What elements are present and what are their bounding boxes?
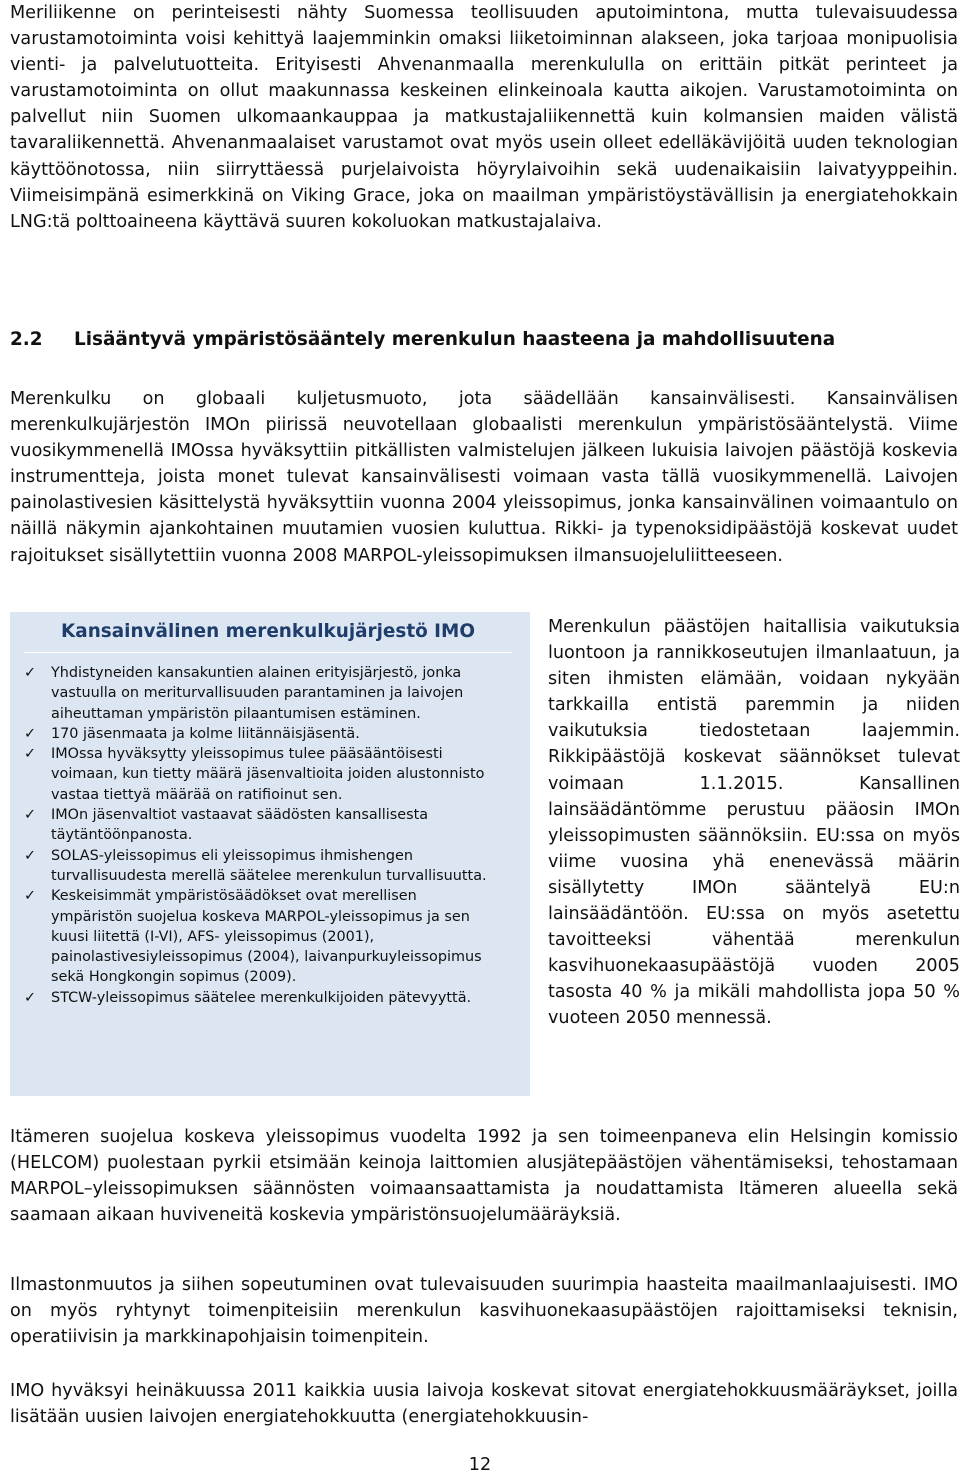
helcom-paragraph: Itämeren suojelua koskeva yleissopimus vuodelta 1992 ja sen toimeenpaneva elin Helsingin komissio (HELCOM) puolestaan pyrkii etsimään keinoja laittomien alusjätepäästöjen vähentämiseksi, tehostamaan MARPOL–yleissopimuksen säännösten voimaansaattamista ja noudattamista Itämeren alueella sekä saamaan aikaan huviveneitä koskevia ympäristönsuojelumääräyksiä.	[10, 1127, 958, 1226]
list-item: ✓ SOLAS-yleissopimus eli yleissopimus ihmishengen turvallisuudesta merellä säätelee merenkulun turvallisuutta.	[24, 847, 487, 884]
imo-info-box	[10, 612, 530, 1096]
list-item: ✓ 170 jäsenmaata ja kolme liitännäisjäsentä.	[24, 724, 512, 744]
checkmark-icon: ✓	[24, 847, 37, 864]
page-number: 12	[468, 1455, 492, 1475]
energy-efficiency-paragraph: IMO hyväksyi heinäkuussa 2011 kaikkia uusia laivoja koskevat sitovat energiatehokkuusmääräykset, joilla lisätään uusien laivojen energiatehokkuutta (energiatehokkuusin-	[10, 1381, 958, 1428]
regulation-paragraph: Merenkulku on globaali kuljetusmuoto, jota säädellään kansainvälisesti. Kansainvälisen merenkulkujärjestön IMOn piirissä neuvotellaan globaalisti merenkulun ympäristösääntelystä. Viime vuosikymmenellä IMOssa hyväksyttiin pitkällisten valmistelujen jälkeen lukuisia laivojen päästöjä koskevia instrumentteja, joista monet tulevat kansainvälisesti voimaan vasta tällä vuosikymmenellä. Laivojen painolastivesien käsittelystä hyväksyttiin vuonna 2004 yleissopimus, jonka kansainvälinen voimaantulo on näillä näkymin ajankohtainen muutamien vuosien kuluttua. Rikki- ja typenoksidipäästöjä koskevat uudet rajoitukset sisällytettiin vuonna 2008 MARPOL-yleissopimuksen ilmansuojeluliitteeseen.	[10, 389, 958, 566]
emissions-paragraph: Merenkulun päästöjen haitallisia vaikutuksia luontoon ja rannikkoseutujen ilmanlaatuun, ja siten ihmisten elämään, voidaan nykyään tarkkailla entistä paremmin ja niiden vaikutuksia tiedostetaan laajemmin. Rikkipäästöjä koskevat säännökset tulevat voimaan 1.1.2015. Kansallinen lainsäädäntömme perustuu pääosin IMOn yleissopimusten säännöksiin. EU:ssa on myös viime vuosina yhä enenevässä määrin sisällytetty IMOn sääntelyä EU:n lainsäädäntöön. EU:ssa on myös asetettu tavoitteeksi vähentää merenkulun kasvihuonekaasupäästöjä vuoden 2005 tasosta 40 % ja mikäli mahdollista jopa 50 % vuoteen 2050 mennessä.	[548, 617, 960, 1029]
checkmark-icon: ✓	[24, 746, 37, 763]
list-item: ✓ Keskeisimmät ympäristösäädökset ovat merellisen ympäristön suojelua koskeva MARPOL-yleissopimus ja sen kuusi liitettä (I-VI), AFS- yleissopimus (2001), painolastivesiyleissopimus (2004), laivanpurkuyleissopimus sekä Hongkongin sopimus (2009).	[24, 888, 482, 986]
info-box-title: Kansainvälinen merenkulkujärjestö IMO	[24, 620, 512, 653]
section-title: Lisääntyvä ympäristösääntely merenkulun haasteena ja mahdollisuutena	[74, 329, 836, 350]
list-item: ✓ IMOn jäsenvaltiot vastaavat säädösten kansallisesta täytäntöönpanosta.	[24, 807, 429, 844]
checkmark-icon: ✓	[24, 725, 37, 742]
checkmark-icon: ✓	[24, 989, 37, 1006]
list-item: ✓ STCW-yleissopimus säätelee merenkulkijoiden pätevyyttä.	[24, 988, 512, 1008]
section-heading	[10, 325, 958, 355]
section-number: 2.2	[10, 329, 43, 350]
list-item: ✓ IMOssa hyväksytty yleissopimus tulee pääsääntöisesti voimaan, kun tietty määrä jäsenvaltioita joiden alustonnisto vastaa tiettyä määrää on ratifioinut sen.	[24, 746, 485, 803]
list-item: ✓ Yhdistyneiden kansakuntien alainen erityisjärjestö, jonka vastuulla on meriturvallisuuden parantaminen ja laivojen aiheuttaman ympäristön pilaantumisen estäminen.	[24, 665, 464, 722]
intro-paragraph: Meriliikenne on perinteisesti nähty Suomessa teollisuuden aputoimintona, mutta tulevaisuudessa varustamotoiminta voisi kehittyä laajemminkin omaksi liiketoiminnan alakseen, joka tarjoaa monipuolisia vienti- ja palvelutuotteita. Erityisesti Ahvenanmaalla merenkululla on erittäin pitkät perinteet ja varustamotoiminta on ollut maakunnassa keskeinen elinkeinoala kautta aikojen. Varustamotoiminta on palvellut niin Suomen ulkomaankauppaa ja matkustajaliikennettä kuin kolmansien maiden välistä tavaraliikennettä. Ahvenanmaalaiset varustamot ovat myös usein olleet edelläkävijöitä uuden teknologian käyttöönotossa, niin siirryttäessä purjelaivoista höyrylaivoihin sekä uudenaikaisiin laivatyyppeihin. Viimeisimpänä esimerkkinä on Viking Grace, joka on maailman ympäristöystävällisin ja energiatehokkain LNG:tä polttoaineena käyttävä suuren kokoluokan matkustajalaiva.	[10, 3, 958, 232]
climate-paragraph: Ilmastonmuutos ja siihen sopeutuminen ovat tulevaisuuden suurimpia haasteita maailmanlaajuisesti. IMO on myös ryhtynyt toimenpiteisiin merenkulun kasvihuonekaasupäästöjen rajoittamiseksi teknisin, operatiivisin ja markkinapohjaisin toimenpitein.	[10, 1275, 958, 1348]
info-box-list	[24, 663, 512, 1008]
checkmark-icon: ✓	[24, 807, 37, 824]
checkmark-icon: ✓	[24, 888, 37, 905]
checkmark-icon: ✓	[24, 665, 37, 681]
